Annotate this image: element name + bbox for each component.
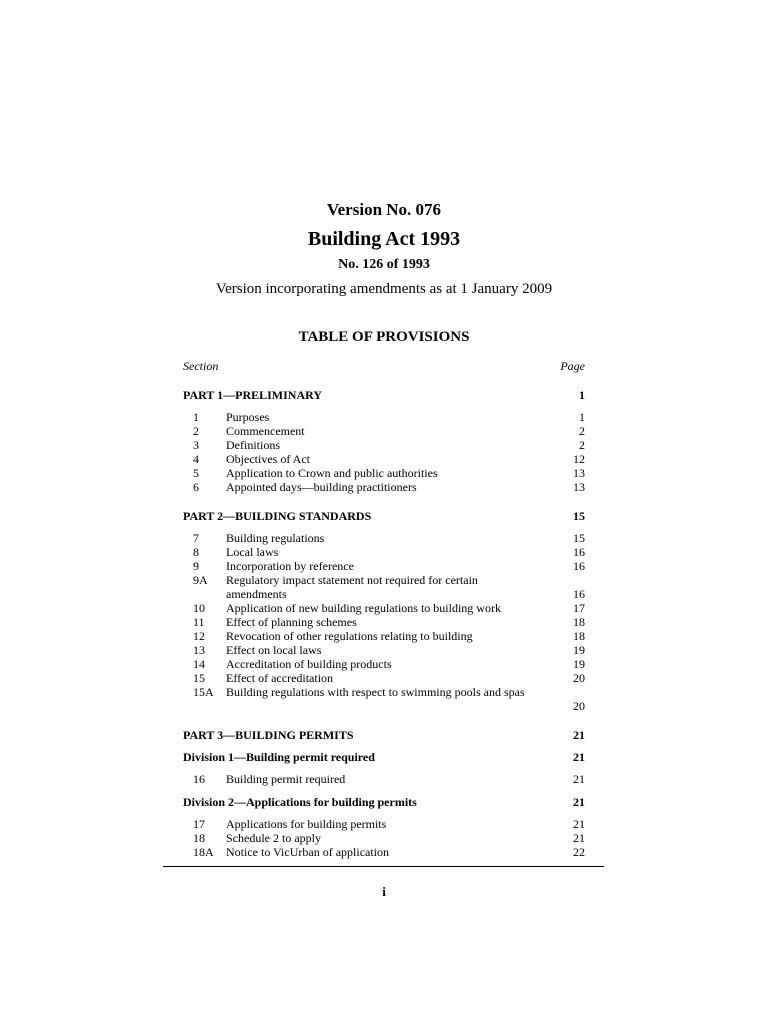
- section-number: 18: [193, 831, 205, 845]
- section-number: 15A: [193, 685, 214, 699]
- division-label: Division 1—Building permit required: [183, 750, 375, 764]
- section-title: Definitions: [226, 438, 280, 452]
- division-label: Division 2—Applications for building permits: [183, 795, 417, 809]
- section-page: 18: [573, 629, 585, 643]
- part-heading: [183, 509, 585, 523]
- footer-rule: [163, 866, 604, 867]
- toc-row: [183, 671, 585, 685]
- section-page: 16: [573, 587, 585, 601]
- toc-row: [183, 424, 585, 438]
- table-of-provisions: [183, 359, 585, 859]
- section-number: 8: [193, 545, 199, 559]
- section-number: 7: [193, 531, 199, 545]
- section-title: Schedule 2 to apply: [226, 831, 321, 845]
- page-number: i: [382, 884, 386, 899]
- column-headers: [183, 359, 585, 373]
- division-heading: [183, 750, 585, 764]
- section-page: 2: [579, 438, 585, 452]
- toc-row: [183, 573, 585, 601]
- section-title: Application of new building regulations to building work: [226, 601, 501, 615]
- toc-row: [183, 452, 585, 466]
- section-number: 14: [193, 657, 205, 671]
- act-number: No. 126 of 1993: [338, 257, 430, 272]
- part-page: 21: [573, 728, 585, 742]
- toc-row: [183, 685, 585, 713]
- section-page: 2: [579, 424, 585, 438]
- section-title: Purposes: [226, 410, 270, 424]
- section-page: 19: [573, 657, 585, 671]
- section-number: 15: [193, 671, 205, 685]
- part-page: 1: [579, 388, 585, 402]
- version-number: Version No. 076: [326, 200, 442, 219]
- toc-row: [183, 845, 585, 859]
- section-number: 18A: [193, 845, 214, 859]
- section-number: 17: [193, 817, 205, 831]
- section-page: 18: [573, 615, 585, 629]
- division-heading: [183, 795, 585, 809]
- section-number: 11: [193, 615, 205, 629]
- toc-row: [183, 772, 585, 786]
- page-column-header: Page: [560, 359, 585, 373]
- section-number: 2: [193, 424, 199, 438]
- section-title: Effect on local laws: [226, 643, 322, 657]
- toc-row: [183, 831, 585, 845]
- section-title: Building permit required: [226, 772, 346, 786]
- section-title: Revocation of other regulations relating to building: [226, 629, 473, 643]
- section-page: 21: [573, 817, 585, 831]
- part-heading: [183, 388, 585, 402]
- section-page: 22: [573, 845, 585, 859]
- section-page: 12: [573, 452, 585, 466]
- section-title: Accreditation of building products: [226, 657, 392, 671]
- section-title: Objectives of Act: [226, 452, 310, 466]
- section-page: 21: [573, 772, 585, 786]
- section-number: 12: [193, 629, 205, 643]
- toc-row: [183, 531, 585, 545]
- toc-row: [183, 629, 585, 643]
- section-page: 1: [579, 410, 585, 424]
- section-title: Regulatory impact statement not required for certain amendments: [226, 573, 478, 601]
- division-page: 21: [573, 795, 585, 809]
- section-title: Effect of planning schemes: [226, 615, 357, 629]
- section-title: Application to Crown and public authorities: [226, 466, 438, 480]
- toc-row: [183, 601, 585, 615]
- section-page: 15: [573, 531, 585, 545]
- division-page: 21: [573, 750, 585, 764]
- section-page: 13: [573, 466, 585, 480]
- toc-heading: TABLE OF PROVISIONS: [298, 329, 470, 345]
- part-page: 15: [573, 509, 585, 523]
- toc-row: [183, 615, 585, 629]
- section-title: Incorporation by reference: [226, 559, 354, 573]
- section-number: 13: [193, 643, 205, 657]
- toc-row: [183, 410, 585, 424]
- incorporation-note: Version incorporating amendments as at 1 January 2009: [215, 281, 553, 297]
- section-title: Building regulations with respect to swimming pools and spas: [226, 685, 525, 699]
- section-title: Commencement: [226, 424, 305, 438]
- toc-row: [183, 545, 585, 559]
- section-page: 21: [573, 831, 585, 845]
- part-label: PART 1—PRELIMINARY: [183, 388, 323, 402]
- part-label: PART 3—BUILDING PERMITS: [183, 728, 354, 742]
- section-title: Appointed days—building practitioners: [226, 480, 417, 494]
- section-number: 10: [193, 601, 205, 615]
- section-number: 9A: [193, 573, 208, 587]
- toc-row: [183, 559, 585, 573]
- section-page: 20: [573, 699, 585, 713]
- part-label: PART 2—BUILDING STANDARDS: [183, 509, 372, 523]
- section-page: 16: [573, 545, 585, 559]
- section-number: 6: [193, 480, 199, 494]
- section-column-header: Section: [183, 359, 219, 373]
- section-title: Local laws: [226, 545, 279, 559]
- section-page: 20: [573, 671, 585, 685]
- section-page: 16: [573, 559, 585, 573]
- act-title: Building Act 1993: [307, 228, 461, 250]
- toc-row: [183, 466, 585, 480]
- section-title: Applications for building permits: [226, 817, 387, 831]
- section-number: 4: [193, 452, 199, 466]
- part-heading: [183, 728, 585, 742]
- section-page: 13: [573, 480, 585, 494]
- section-title: Building regulations: [226, 531, 325, 545]
- section-number: 3: [193, 438, 199, 452]
- section-page: 17: [573, 601, 585, 615]
- section-title: Effect of accreditation: [226, 671, 334, 685]
- toc-row: [183, 438, 585, 452]
- section-number: 1: [193, 410, 199, 424]
- section-title: Notice to VicUrban of application: [226, 845, 390, 859]
- section-page: 19: [573, 643, 585, 657]
- section-number: 9: [193, 559, 199, 573]
- toc-row: [183, 657, 585, 671]
- section-number: 16: [193, 772, 205, 786]
- section-number: 5: [193, 466, 199, 480]
- toc-row: [183, 817, 585, 831]
- toc-row: [183, 480, 585, 494]
- toc-row: [183, 643, 585, 657]
